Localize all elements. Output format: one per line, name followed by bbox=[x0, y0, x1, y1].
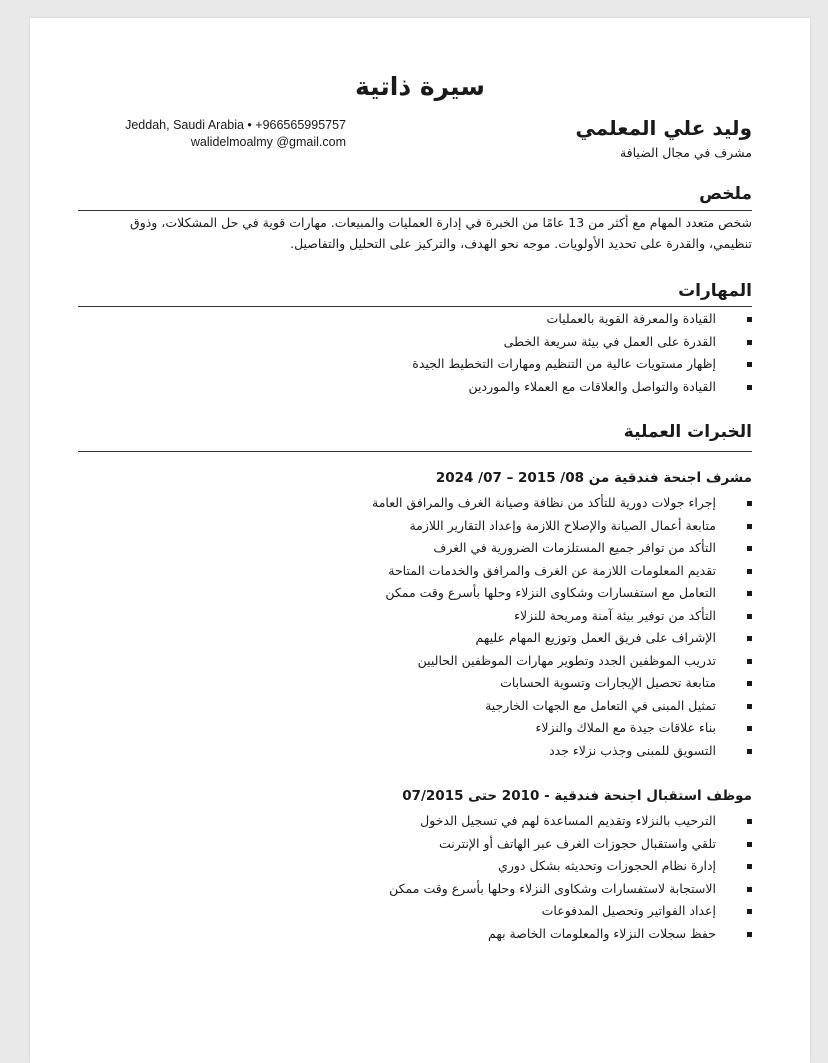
skill-item: إظهار مستويات عالية من التنظيم ومهارات التخطيط الجيدة bbox=[412, 353, 752, 376]
duty-item: متابعة أعمال الصيانة والإصلاح اللازمة وإعداد التقارير اللازمة bbox=[372, 515, 752, 538]
duty-item: تقديم المعلومات اللازمة عن الغرف والمرافق والخدمات المتاحة bbox=[372, 560, 752, 583]
experience-divider bbox=[78, 451, 752, 452]
duty-item: التأكد من توافر جميع المستلزمات الضرورية في الغرف bbox=[372, 537, 752, 560]
contact-email[interactable]: walidelmoalmy @gmail.com bbox=[190, 135, 346, 149]
duty-item: تلقي واستقبال حجوزات الغرف عبر الهاتف أو الإنترنت bbox=[389, 833, 752, 856]
duty-item: إعداد الفواتير وتحصيل المدفوعات bbox=[389, 900, 752, 923]
person-job-title: مشرف في مجال الضيافة bbox=[619, 145, 752, 160]
contact-location-phone: Jeddah, Saudi Arabia • +966565995757 bbox=[125, 118, 346, 132]
duty-item: التعامل مع استفسارات وشكاوى النزلاء وحلها بأسرع وقت ممكن bbox=[372, 582, 752, 605]
summary-text: شخص متعدد المهام مع أكثر من 13 عامًا من الخبرة في إدارة العمليات والمبيعات. مهارات قوية في حل المشكلات، وذوق تنظيمي، والقدرة على تحديد الأولويات. موجه نحو الهدف، والتركيز على التحليل والتفاصيل. bbox=[130, 215, 752, 251]
duty-item: بناء علاقات جيدة مع الملاك والنزلاء bbox=[372, 717, 752, 740]
duty-item: تمثيل المبنى في التعامل مع الجهات الخارجية bbox=[372, 695, 752, 718]
skill-item: القيادة والمعرفة القوية بالعمليات bbox=[412, 308, 752, 331]
job-duties-supervisor bbox=[372, 492, 752, 762]
name-block bbox=[575, 114, 752, 162]
skills-divider bbox=[78, 306, 752, 307]
job-title-reception: موظف استقبال اجنحة فندقية - 2010 حتى 07/2015 bbox=[402, 788, 752, 804]
duty-item: تدريب الموظفين الجدد وتطوير مهارات الموظفين الحاليين bbox=[372, 650, 752, 673]
summary-divider bbox=[78, 210, 752, 211]
skills-list bbox=[412, 308, 752, 398]
summary-heading: ملخص bbox=[699, 184, 752, 204]
job-title-supervisor: مشرف اجنحة فندقية من 08/ 2015 – 07/ 2024 bbox=[435, 470, 752, 486]
duty-item: إجراء جولات دورية للتأكد من نظافة وصيانة الغرف والمرافق العامة bbox=[372, 492, 752, 515]
skill-item: القيادة والتواصل والعلاقات مع العملاء والموردين bbox=[412, 376, 752, 399]
job-duties-reception bbox=[389, 810, 752, 945]
experience-heading: الخبرات العملية bbox=[623, 422, 752, 442]
duty-item: الإشراف على فريق العمل وتوزيع المهام عليهم bbox=[372, 627, 752, 650]
duty-item: التسويق للمبنى وجذب نزلاء جدد bbox=[372, 740, 752, 763]
document-title: سيرة ذاتية bbox=[355, 72, 485, 101]
duty-item: التأكد من توفير بيئة آمنة ومريحة للنزلاء bbox=[372, 605, 752, 628]
contact-info bbox=[86, 117, 346, 151]
skill-item: القدرة على العمل في بيئة سريعة الخطى bbox=[412, 331, 752, 354]
resume-page bbox=[30, 18, 810, 1063]
skills-heading: المهارات bbox=[678, 281, 752, 301]
duty-item: الاستجابة لاستفسارات وشكاوى النزلاء وحلها بأسرع وقت ممكن bbox=[389, 878, 752, 901]
duty-item: الترحيب بالنزلاء وتقديم المساعدة لهم في تسجيل الدخول bbox=[389, 810, 752, 833]
person-name: وليد علي المعلمي bbox=[575, 116, 752, 140]
duty-item: متابعة تحصيل الإيجارات وتسوية الحسابات bbox=[372, 672, 752, 695]
duty-item: إدارة نظام الحجوزات وتحديثه بشكل دوري bbox=[389, 855, 752, 878]
duty-item: حفظ سجلات النزلاء والمعلومات الخاصة بهم bbox=[389, 923, 752, 946]
